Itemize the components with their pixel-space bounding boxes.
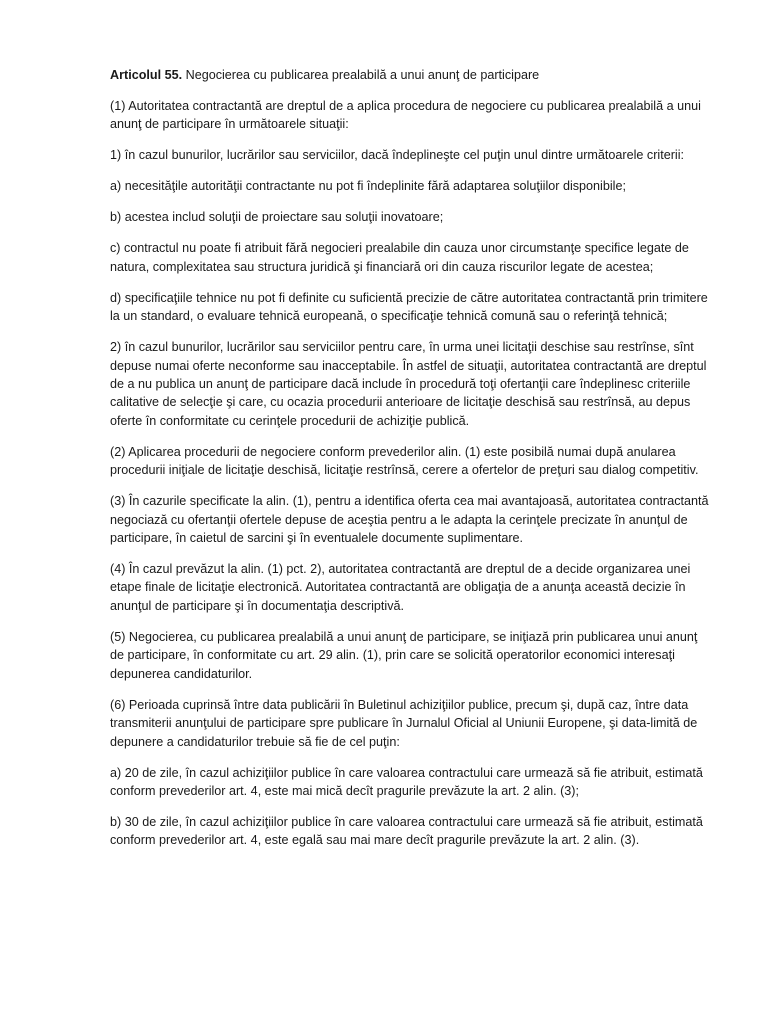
paragraph-6-a: a) 20 de zile, în cazul achiziţiilor publice în care valoarea contractului care urmează să fie atribuit, estimată conform prevederilor art. 4, este mai mică decît pragurile prevăzute la art. 2 alin. (3); [110,765,703,798]
paragraph-2: (2) Aplicarea procedurii de negociere conform prevederilor alin. (1) este posibilă numai după anularea procedurii iniţiale de licitaţie deschisă, licitaţie restrînsă, cerere a ofertelor de preţuri sau dialog competitiv. [110,444,699,478]
paragraph-point-1-d: d) specificaţiile tehnice nu pot fi definite cu suficientă precizie de către autoritatea contractantă prin trimitere la un standard, o evaluare tehnică europeană, o specificaţie tehnică comună sau o referinţă tehnică; [110,290,708,324]
paragraph-point-1-c: c) contractul nu poate fi atribuit fără negocieri prealabile din cauza unor circumstanţe specifice legate de natura, complexitatea sau structura juridică şi financiară ori din cauza riscurilor legate de acestea; [110,241,689,274]
article-title: Negocierea cu publicarea prealabilă a unui anunţ de participare [182,68,540,82]
paragraph-6-b: b) 30 de zile, în cazul achiziţiilor publice în care valoarea contractului care urmează să fie atribuit, estimată conform prevederilor art. 4, este egală sau mai mare decît pragurile prevăzute la art. 2 alin. (3). [110,814,703,848]
paragraph-point-2: 2) în cazul bunurilor, lucrărilor sau serviciilor pentru care, în urma unei licitaţii deschise sau restrînse, sînt depuse numai oferte neconforme sau inacceptabile. În astfel de situaţii, autoritatea contractantă are dreptul de a nu publica un anunţ de participare dacă include în procedură toţi ofertanţii care îndeplinesc criteriile calitative de selecţie şi care, cu ocazia procedurii anterioare de licitaţie deschisă sau restrînsă, au depus oferte în conformitate cu cerinţele procedurii de achiziţie publică. [110,340,707,428]
paragraph-6: (6) Perioada cuprinsă între data publicării în Buletinul achiziţiilor publice, precum şi, după caz, între data transmiterii anunţului de participare spre publicare în Jurnalul Oficial al Uniunii Europene, şi data-limită de depunere a candidaturilor trebuie să fie de cel puţin: [110,697,698,749]
paragraph-point-1-b: b) acestea includ soluţii de proiectare sau soluţii inovatoare; [110,210,444,225]
paragraph-5: (5) Negocierea, cu publicarea prealabilă a unui anunţ de participare, se iniţiază prin publicarea unui anunţ de participare, în conformitate cu art. 29 alin. (1), prin care se solicită operatorilor economici interesaţi depunerea candidaturilor. [110,629,698,681]
paragraph-point-1-a: a) necesităţile autorităţii contractante nu pot fi îndeplinite fără adaptarea soluţiilor disponibile; [110,179,626,194]
paragraph-3: (3) În cazurile specificate la alin. (1), pentru a identifica oferta cea mai avantajoasă, autoritatea contractantă negociază cu ofertanţii ofertele depuse de aceştia pentru a le adapta la cerinţele precizate în anunţul de participare, în caietul de sarcini şi în eventualele documente suplimentare. [110,494,709,546]
paragraph-1: (1) Autoritatea contractantă are dreptul de a aplica procedura de negociere cu publicarea prealabilă a unui anunţ de participare în următoarele situaţii: [110,99,701,132]
article-heading [110,66,712,84]
paragraph-4: (4) În cazul prevăzut la alin. (1) pct. 2), autoritatea contractantă are dreptul de a decide organizarea unei etape finale de licitaţie electronică. Autoritatea contractantă are obligaţia de a anunţa această decizie în anunţul de participare şi în documentaţia descriptivă. [110,562,691,613]
paragraph-point-1: 1) în cazul bunurilor, lucrărilor sau serviciilor, dacă îndeplineşte cel puţin unul dintre următoarele criterii: [110,148,684,163]
document-page [110,66,712,862]
article-label: Articolul 55. [110,68,183,82]
